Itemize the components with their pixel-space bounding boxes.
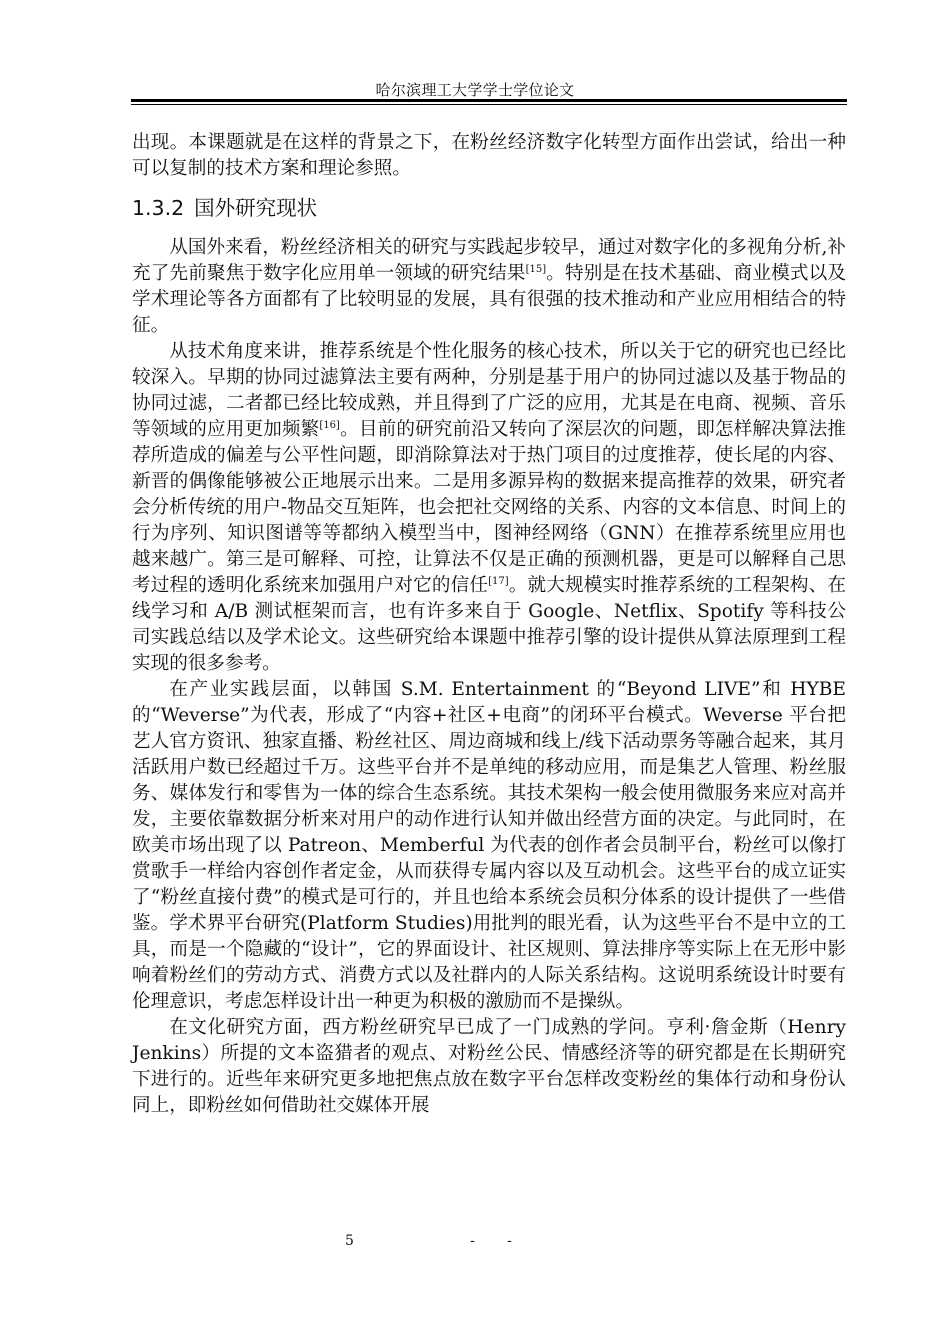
page-footer-marks: - - [470, 1233, 526, 1249]
citation-16: [16] [319, 420, 340, 431]
page-number: 5 [345, 1233, 354, 1249]
section-heading [132, 193, 846, 223]
paragraph-2-text-b: 。目前的研究前沿又转向了深层次的问题，即怎样解决算法推荐所造成的偏差与公平性问题，即消除算法对于热门项目的过度推荐，使长尾的内容、新晋的偶像能够被公正地展示出来。二是用多源异构的数据来提高推荐的效果，研究者会分析传统的用户-物品交互矩阵，也会把社交网络的关系、内容的文本信息、时间上的行为序列、知识图谱等等都纳入模型当中，图神经网络（GNN）在推荐系统里应用也越来越广。第三是可解释、可控，让算法不仅是正确的预测机器，更是可以解释自己思考过程的透明化系统来加强用户对它的信任 [132, 419, 846, 596]
section-number: 1.3.2 [132, 196, 185, 220]
paragraph-1-text-a: 从国外来看，粉丝经济相关的研究与实践起步较早，通过对数字化的多视角分析,补充了先前聚焦于数字化应用单一领域的研究结果 [132, 237, 846, 284]
paragraph-3: 在产业实践层面，以韩国 S.M. Entertainment 的“Beyond LIVE”和 HYBE 的“Weverse”为代表，形成了“内容+社区+电商”的闭环平台模式。Weverse 平台把艺人官方资讯、独家直播、粉丝社区、周边商城和线上/线下活动票务等融合起来，其月活跃用户数已经超过千万。这些平台并不是单纯的移动应用，而是集艺人管理、粉丝服务、媒体发行和零售为一体的综合生态系统。其技术架构一般会使用微服务来应对高并发，主要依靠数据分析来对用户的动作进行认知并做出经营方面的决定。与此同时，在欧美市场出现了以 Patreon、Memberful 为代表的创作者会员制平台，粉丝可以像打赏歌手一样给内容创作者定金，从而获得专属内容以及互动机会。这些平台的成立证实了“粉丝直接付费”的模式是可行的，并且也给本系统会员积分体系的设计提供了一些借鉴。学术界平台研究(Platform Studies)用批判的眼光看，认为这些平台不是中立的工具，而是一个隐藏的“设计”，它的界面设计、社区规则、算法排序等实际上在无形中影响着粉丝们的劳动方式、消费方式以及社群内的人际关系结构。这说明系统设计时要有伦理意识，考虑怎样设计出一种更为积极的激励而不是操纵。 [132, 679, 846, 1012]
paragraph-4: 在文化研究方面，西方粉丝研究早已成了一门成熟的学问。亨利·詹金斯（Henry Jenkins）所提的文本盗猎者的观点、对粉丝公民、情感经济等的研究都是在长期研究下进行的。近些年来研究更多地把焦点放在数字平台怎样改变粉丝的集体行动和身份认同上，即粉丝如何借助社交媒体开展 [132, 1017, 846, 1116]
paragraph-2-text-c: 。就大规模实时推荐系统的工程架构、在线学习和 A/B 测试框架而言，也有许多来自于 Google、Netflix、Spotify 等科技公司实践总结以及学术论文。这些研究给本课题中推荐引擎的设计提供从算法原理到工程实现的很多参考。 [132, 575, 846, 674]
citation-15: [15] [525, 264, 547, 275]
header-rule-thin [131, 104, 847, 105]
body-text [132, 130, 846, 1119]
intro-paragraph: 出现。本课题就是在这样的背景之下，在粉丝经济数字化转型方面作出尝试，给出一种可以复制的技术方案和理论参照。 [132, 132, 846, 179]
paragraph-1 [132, 235, 846, 339]
paragraph-1-text-b: 。特别是在技术基础、商业模式以及学术理论等各方面都有了比较明显的发展，具有很强的技术推动和产业应用相结合的特征。 [132, 263, 846, 336]
paragraph-2-text-a: 从技术角度来讲，推荐系统是个性化服务的核心技术，所以关于它的研究也已经比较深入。早期的协同过滤算法主要有两种，分别是基于用户的协同过滤以及基于物品的协同过滤，二者都已经比较成熟，并且得到了广泛的应用，尤其是在电商、视频、音乐等领域的应用更加频繁 [132, 341, 846, 440]
header-rule-thick [131, 99, 847, 102]
section-title: 国外研究现状 [194, 196, 318, 220]
citation-17: [17] [488, 576, 509, 587]
paragraph-2 [132, 339, 846, 677]
running-header-title: 哈尔滨理工大学学士学位论文 [375, 81, 575, 99]
